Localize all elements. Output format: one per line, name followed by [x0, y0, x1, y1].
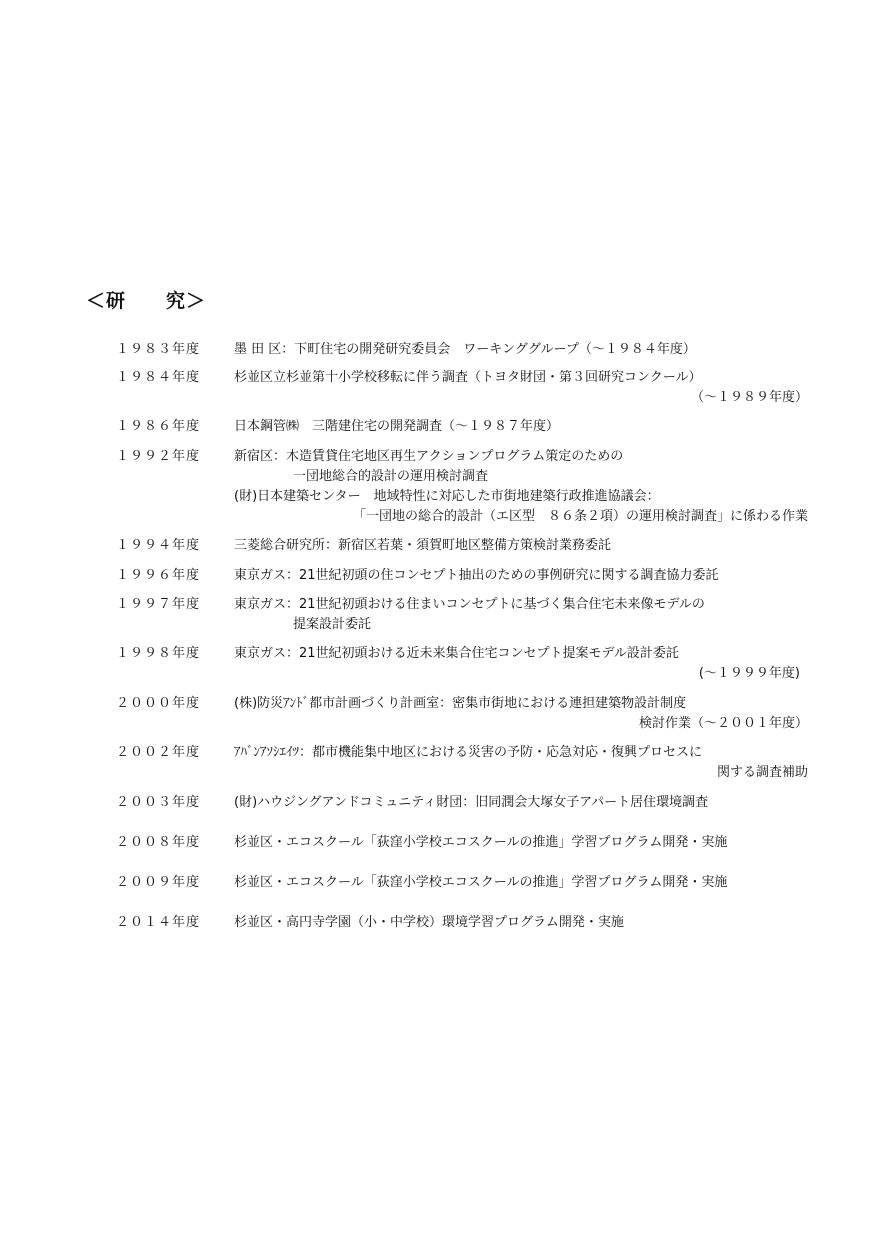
entry-year: １９８３年度	[116, 342, 201, 357]
entry-text: (株)防災ｱﾝﾄﾞ都市計画づくり計画室：密集市街地における連担建築物設計制度	[234, 696, 687, 711]
entry-text: 新宿区：木造賃貸住宅地区再生アクションプログラム策定のための	[234, 449, 624, 464]
entry-text: 杉並区・エコスクール「荻窪小学校エコスクールの推進」学習プログラム開発・実施	[234, 835, 728, 850]
entry-text-continuation: 「一団地の総合的設計（エ区型 ８６条２項）の運用検討調査」に係わる作業	[352, 509, 808, 524]
entry-year: ２００８年度	[116, 835, 201, 850]
entry-year: ２０１４年度	[116, 915, 201, 930]
entry-year: ２００９年度	[116, 875, 201, 890]
entry-text-continuation: 関する調査補助	[716, 765, 808, 780]
entry-text-continuation: （～１９８９年度）	[690, 390, 808, 405]
entry-year: ２００２年度	[116, 745, 201, 760]
entry-text: 杉並区・高円寺学園（小・中学校）環境学習プログラム開発・実施	[234, 915, 624, 930]
entry-text-continuation: (～１９９９年度)	[698, 666, 800, 681]
entry-text-continuation: 一団地総合的設計の運用検討調査	[293, 469, 489, 484]
entry-text: 杉並区立杉並第十小学校移転に伴う調査（トヨタ財団・第３回研究コンクール）	[234, 370, 702, 385]
entry-year: １９９７年度	[116, 597, 201, 612]
entry-text: 東京ガス：21世紀初頭の住コンセプト抽出のための事例研究に関する調査協力委託	[234, 568, 719, 583]
entry-year: １９８６年度	[116, 419, 201, 434]
entry-text: 三菱総合研究所：新宿区若葉・須賀町地区整備方策検討業務委託	[234, 538, 612, 553]
entry-year: １９９２年度	[116, 449, 201, 464]
entry-text: (財)日本建築センター 地域特性に対応した市街地建築行政推進協議会：	[234, 489, 660, 504]
entry-year: １９９６年度	[116, 568, 201, 583]
entry-text: 東京ガス：21世紀初頭おける住まいコンセプトに基づく集合住宅未来像モデルの	[234, 597, 705, 612]
entry-text-continuation: 提案設計委託	[293, 617, 372, 632]
page-title: ＜研 究＞	[86, 290, 207, 312]
entry-text: 日本鋼管㈱ 三階建住宅の開発調査（～１９８７年度）	[234, 419, 560, 434]
entry-year: １９９４年度	[116, 538, 201, 553]
entry-text-continuation: 検討作業（～２００１年度）	[638, 716, 808, 731]
entry-text: 東京ガス：21世紀初頭おける近未来集合住宅コンセプト提案モデル設計委託	[234, 646, 679, 661]
entry-text: ｱﾊﾞﾝｱｿｼｴｲﾂ：都市機能集中地区における災害の予防・応急対応・復興プロセスに	[234, 745, 703, 760]
entry-year: １９８４年度	[116, 370, 201, 385]
entry-year: ２００３年度	[116, 795, 201, 810]
entry-text: (財)ハウジングアンドコミュニティ財団：旧同潤会大塚女子アパート居住環境調査	[234, 795, 709, 810]
entry-year: ２０００年度	[116, 696, 201, 711]
entry-text: 杉並区・エコスクール「荻窪小学校エコスクールの推進」学習プログラム開発・実施	[234, 875, 728, 890]
entry-text: 墨 田 区：下町住宅の開発研究委員会 ワーキンググループ（～１９８４年度）	[234, 342, 696, 357]
entry-year: １９９８年度	[116, 646, 201, 661]
